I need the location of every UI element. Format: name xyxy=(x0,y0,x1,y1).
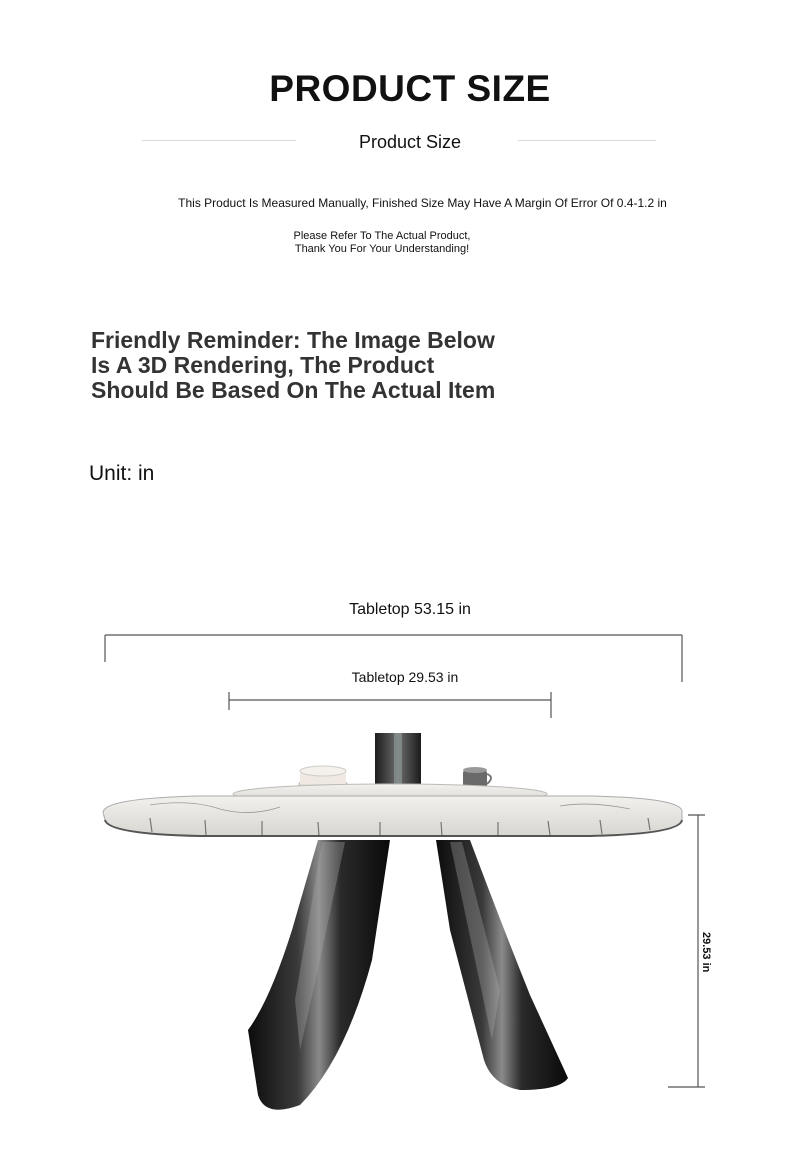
section-subtitle: Product Size xyxy=(358,132,462,152)
reminder-line-1: Friendly Reminder: The Image Below xyxy=(91,327,495,353)
measurement-note: This Product Is Measured Manually, Finished Size May Have A Margin Of Error Of 0.4-1.2 in xyxy=(178,196,667,210)
height-label: 29.53 in xyxy=(700,932,712,973)
outer-width-label: Tabletop 53.15 in xyxy=(349,601,471,618)
reminder-line-3: Should Be Based On The Actual Item xyxy=(91,377,496,403)
refer-note-line-2: Thank You For Your Understanding! xyxy=(294,243,470,255)
tabletop xyxy=(103,796,682,836)
page-title: PRODUCT SIZE xyxy=(269,68,551,109)
unit-label: Unit: in xyxy=(89,462,155,485)
table-legs xyxy=(248,840,568,1110)
inner-width-label: Tabletop 29.53 in xyxy=(351,669,459,685)
reminder-line-2: Is A 3D Rendering, The Product xyxy=(91,352,435,378)
refer-note-line-1: Please Refer To The Actual Product, xyxy=(293,230,471,242)
inner-width-dimension xyxy=(229,692,551,718)
